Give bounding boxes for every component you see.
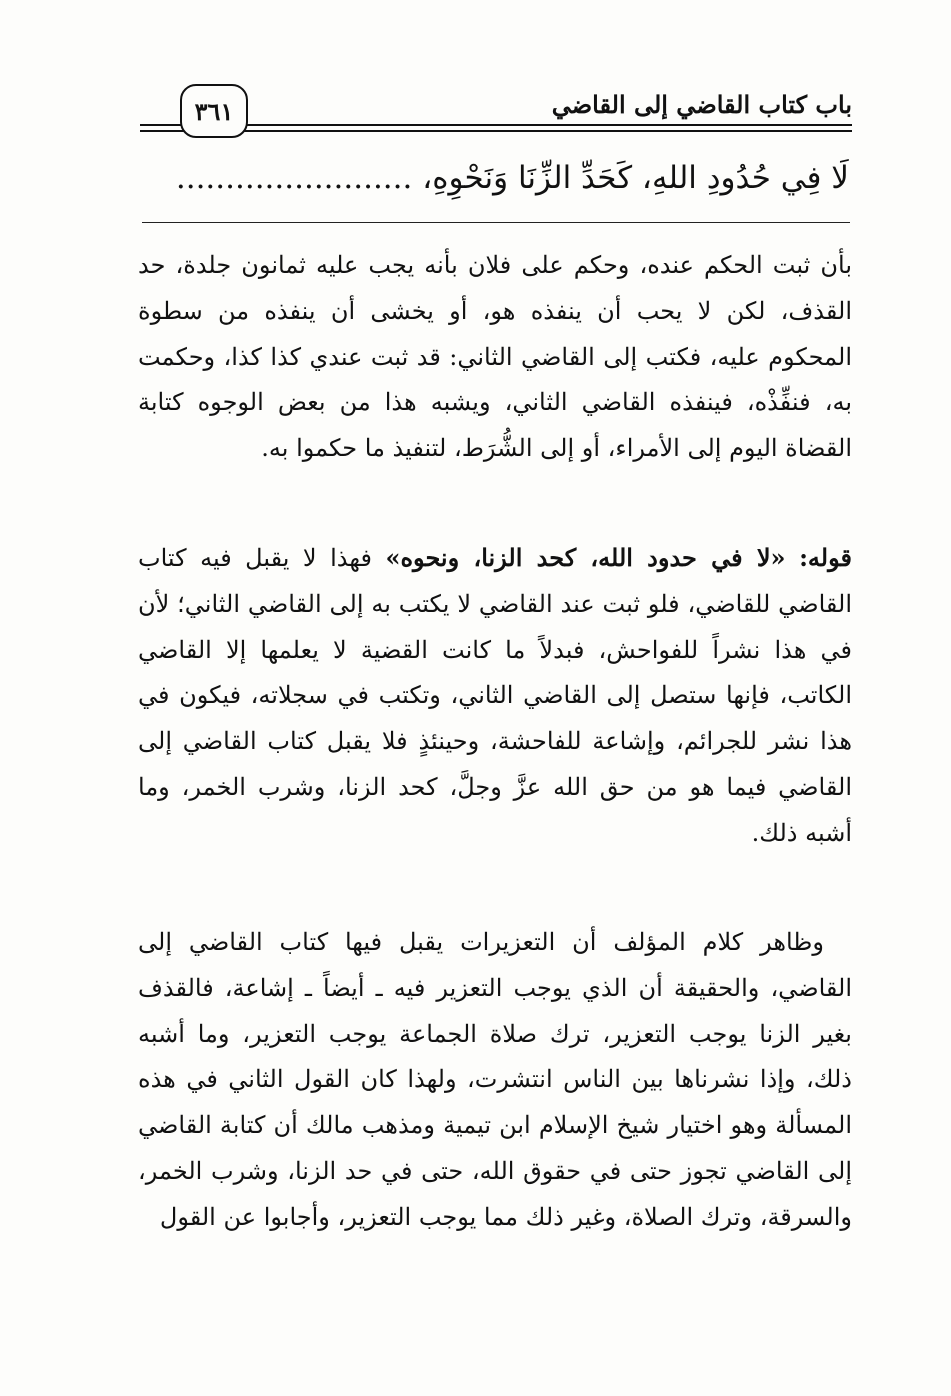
running-header	[140, 84, 852, 144]
matn-text: لَا فِي حُدُودِ اللهِ، كَحَدِّ الزِّنَا وَنَحْوِهِ، ........................	[175, 160, 849, 196]
chapter-title: باب كتاب القاضي إلى القاضي	[551, 90, 852, 119]
paragraph-1: بأن ثبت الحكم عنده، وحكم على فلان بأنه يجب عليه ثمانون جلدة، حد القذف، لكن لا يحب أن ينفذه هو، أو يخشى أن ينفذه من سطوة المحكوم عليه، فكتب إلى القاضي الثاني: قد ثبت عندي كذا كذا، وحكمت به، فنفِّذْه، فينفذه القاضي الثاني، ويشبه هذا من بعض الوجوه كتابة القضاة اليوم إلى الأمراء، أو إلى الشُّرَط، لتنفيذ ما حكموا به.	[138, 251, 852, 463]
header-rule-bottom	[140, 130, 852, 132]
paragraph-2-lead: قوله:	[799, 543, 852, 572]
paragraph-3	[138, 920, 852, 1241]
paragraph-2	[138, 535, 852, 857]
page-number: ٣٦١	[194, 96, 234, 126]
paragraph-3-text: وظاهر كلام المؤلف أن التعزيرات يقبل فيها كتاب القاضي إلى القاضي، والحقيقة أن الذي يوجب التعزير فيه ـ أيضاً ـ إشاعة، فالقذف بغير الزنا يوجب التعزير، ترك صلاة الجماعة يوجب التعزير، وما أشبه ذلك، وإذا نشرناها بين الناس انتشرت، ولهذا كان القول الثاني في هذه المسألة وهو اختيار شيخ الإسلام ابن تيمية ومذهب مالك أن كتابة القاضي إلى القاضي تجوز حتى في حقوق الله، حتى في حد الزنا، وشرب الخمر، والسرقة، وترك الصلاة، وغير ذلك مما يوجب التعزير، وأجابوا عن القول	[138, 928, 852, 1231]
matn-divider	[142, 222, 850, 223]
page-number-badge	[180, 84, 248, 138]
paragraph-2-text: فهذا لا يقبل فيه كتاب القاضي للقاضي، فلو ثبت عند القاضي لا يكتب به إلى القاضي الثاني؛ لأن في هذا نشراً للفواحش، فبدلاً ما كانت القضية لا يعلمها إلا القاضي الكاتب، فإنها ستصل إلى القاضي الثاني، وتكتب في سجلاته، فيكون في هذا نشر للجرائم، وإشاعة للفاحشة، وحينئذٍ فلا يقبل كتاب القاضي إلى القاضي فيما هو من حق الله عزَّ وجلَّ، كحد الزنا، وشرب الخمر، وما أشبه ذلك.	[138, 544, 853, 847]
paragraph-2-quote: «لا في حدود الله، كحد الزنا، ونحوه»	[385, 543, 786, 572]
